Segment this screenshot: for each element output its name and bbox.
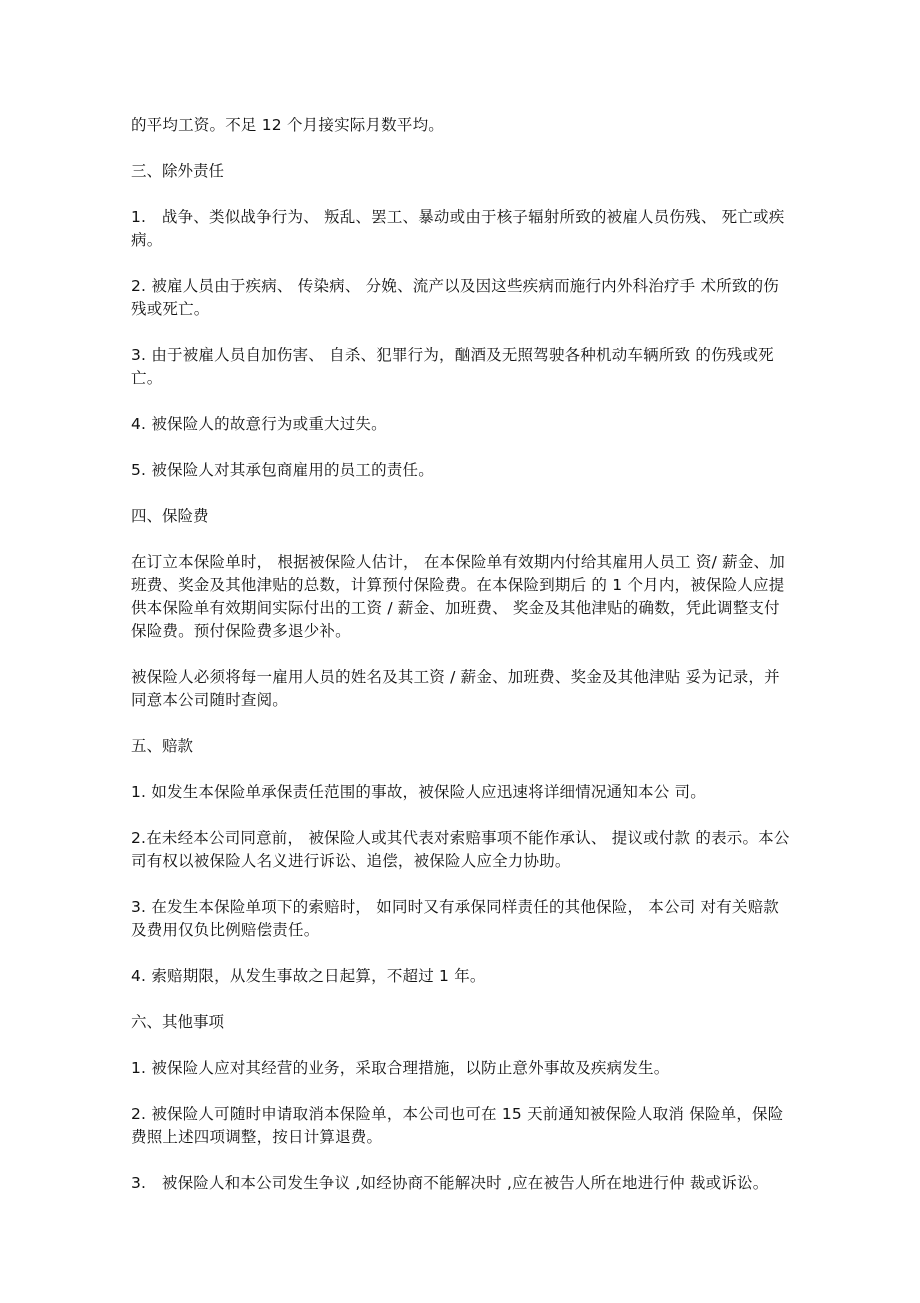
section-3-item: 3. 由于被雇人员自加伤害、 自杀、犯罪行为，酗酒及无照驾驶各种机动车辆所致 的伤残或死亡。	[131, 346, 774, 387]
section-6-item: 3. 被保险人和本公司发生争议 ,如经协商不能解决时 ,应在被告人所在地进行仲 裁或诉讼。	[131, 1174, 769, 1192]
section-6-item: 1. 被保险人应对其经营的业务，采取合理措施，以防止意外事故及疾病发生。	[131, 1059, 670, 1077]
section-4-heading: 四、保险费	[131, 507, 209, 525]
section-4-paragraph: 在订立本保险单时， 根据被保险人估计， 在本保险单有效期内付给其雇用人员工 资/ 薪金、加班费、奖金及其他津贴的总数，计算预付保险费。在本保险到期后 的 1 个月内，被保险人应提供本保险单有效期间实际付出的工资 / 薪金、加班费、 奖金及其他津贴的确数，凭此调整支付保险费。预付保险费多退少补。	[131, 553, 785, 640]
section-3-item: 1. 战争、类似战争行为、 叛乱、罢工、暴动或由于核子辐射所致的被雇人员伤残、 死亡或疾病。	[131, 208, 785, 249]
section-5-item: 1. 如发生本保险单承保责任范围的事故，被保险人应迅速将详细情况通知本公 司。	[131, 783, 706, 801]
document-body	[131, 114, 791, 1195]
section-6-item: 2. 被保险人可随时申请取消本保险单，本公司也可在 15 天前通知被保险人取消 保险单，保险费照上述四项调整，按日计算退费。	[131, 1105, 784, 1146]
section-3-item: 2. 被雇人员由于疾病、 传染病、 分娩、流产以及因这些疾病而施行内外科治疗手 术所致的伤残或死亡。	[131, 277, 779, 318]
section-3-item: 5. 被保险人对其承包商雇用的员工的责任。	[131, 461, 434, 479]
section-4-paragraph: 被保险人必须将每一雇用人员的姓名及其工资 / 薪金、加班费、奖金及其他津贴 妥为记录，并同意本公司随时查阅。	[131, 668, 780, 709]
section-5-item: 2.在未经本公司同意前， 被保险人或其代表对索赔事项不能作承认、 提议或付款 的表示。本公司有权以被保险人名义进行诉讼、追偿，被保险人应全力协助。	[131, 829, 790, 870]
section-3-heading: 三、除外责任	[131, 162, 225, 180]
section-3-item: 4. 被保险人的故意行为或重大过失。	[131, 415, 387, 433]
section-5-heading: 五、赔款	[131, 737, 194, 755]
section-5-item: 3. 在发生本保险单项下的索赔时， 如同时又有承保同样责任的其他保险， 本公司 对有关赔款及费用仅负比例赔偿责任。	[131, 898, 779, 939]
continuation-text: 的平均工资。不足 12 个月接实际月数平均。	[131, 116, 444, 134]
section-6-heading: 六、其他事项	[131, 1013, 225, 1031]
section-5-item: 4. 索赔期限，从发生事故之日起算，不超过 1 年。	[131, 967, 486, 985]
